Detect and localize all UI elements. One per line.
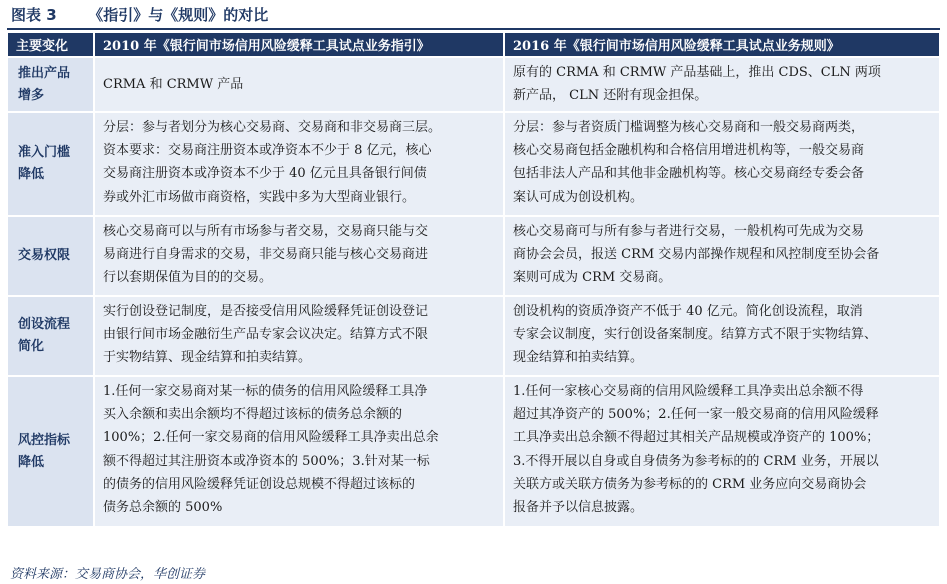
table-row (8, 296, 939, 376)
row-category: 推出产品 增多 (8, 57, 94, 112)
table-row (8, 112, 939, 216)
header-2016-rules: 2016 年《银行间市场信用风险缓释工具试点业务规则》 (504, 33, 939, 57)
cell-2016: 核心交易商可与所有参与者进行交易，一般机构可先成为交易 商协会会员，报送 CRM 交易内部操作规程和风控制度至协会备 案则可成为 CRM 交易商。 (504, 216, 939, 296)
row-category: 交易权限 (8, 216, 94, 296)
figure-title: 《指引》与《规则》的对比 (88, 6, 269, 24)
table-row (8, 216, 939, 296)
figure-number: 图表 3 (11, 6, 57, 24)
table-header-row (8, 33, 939, 57)
row-category: 创设流程 简化 (8, 296, 94, 376)
table-row (8, 376, 939, 526)
cell-2010: CRMA 和 CRMW 产品 (94, 57, 504, 112)
cell-2016: 创设机构的资质净资产不低于 40 亿元。简化创设流程，取消 专家会议制度，实行创设备案制度。结算方式不限于实物结算、 现金结算和拍卖结算。 (504, 296, 939, 376)
cell-2016: 原有的 CRMA 和 CRMW 产品基础上，推出 CDS、CLN 两项 新产品， CLN 还附有现金担保。 (504, 57, 939, 112)
source-note: 资料来源：交易商协会，华创证券 (10, 567, 206, 582)
cell-2010: 1.任何一家交易商对某一标的债务的信用风险缓释工具净 买入余额和卖出余额均不得超过该标的债务总余额的 100%；2.任何一家交易商的信用风险缓释工具净卖出总余 额不得超过其注册资本或净资本的 500%；3.针对某一标 的债务的信用风险缓释凭证创设总规模不得超过该标的 债务总余额的 500% (94, 376, 504, 526)
figure-title-bar (7, 4, 940, 30)
cell-2016: 1.任何一家核心交易商的信用风险缓释工具净卖出总余额不得 超过其净资产的 500%；2.任何一家一般交易商的信用风险缓释 工具净卖出总余额不得超过其相关产品规模或净资产的 100%； 3.不得开展以自身或自身债务为参考标的的 CRM 业务，开展以 关联方或关联方债务为参考标的的 CRM 业务应向交易商协会 报备并予以信息披露。 (504, 376, 939, 526)
cell-2010: 核心交易商可以与所有市场参与者交易，交易商只能与交 易商进行自身需求的交易，非交易商只能与核心交易商进 行以套期保值为目的的交易。 (94, 216, 504, 296)
cell-2016: 分层：参与者资质门槛调整为核心交易商和一般交易商两类， 核心交易商包括金融机构和合格信用增进机构等，一般交易商 包括非法人产品和其他非金融机构等。核心交易商经专委会备 案认可成为创设机构。 (504, 112, 939, 216)
cell-2010: 分层：参与者划分为核心交易商、交易商和非交易商三层。 资本要求：交易商注册资本或净资本不少于 8 亿元，核心 交易商注册资本或净资本不少于 40 亿元且具备银行间债 券或外汇市场做市商资格，实践中多为大型商业银行。 (94, 112, 504, 216)
row-category: 风控指标 降低 (8, 376, 94, 526)
header-category: 主要变化 (8, 33, 94, 57)
row-category: 准入门槛 降低 (8, 112, 94, 216)
header-2010-guideline: 2010 年《银行间市场信用风险缓释工具试点业务指引》 (94, 33, 504, 57)
comparison-table (8, 33, 939, 526)
cell-2010: 实行创设登记制度，是否接受信用风险缓释凭证创设登记 由银行间市场金融衍生产品专家会议决定。结算方式不限 于实物结算、现金结算和拍卖结算。 (94, 296, 504, 376)
table-row (8, 57, 939, 112)
